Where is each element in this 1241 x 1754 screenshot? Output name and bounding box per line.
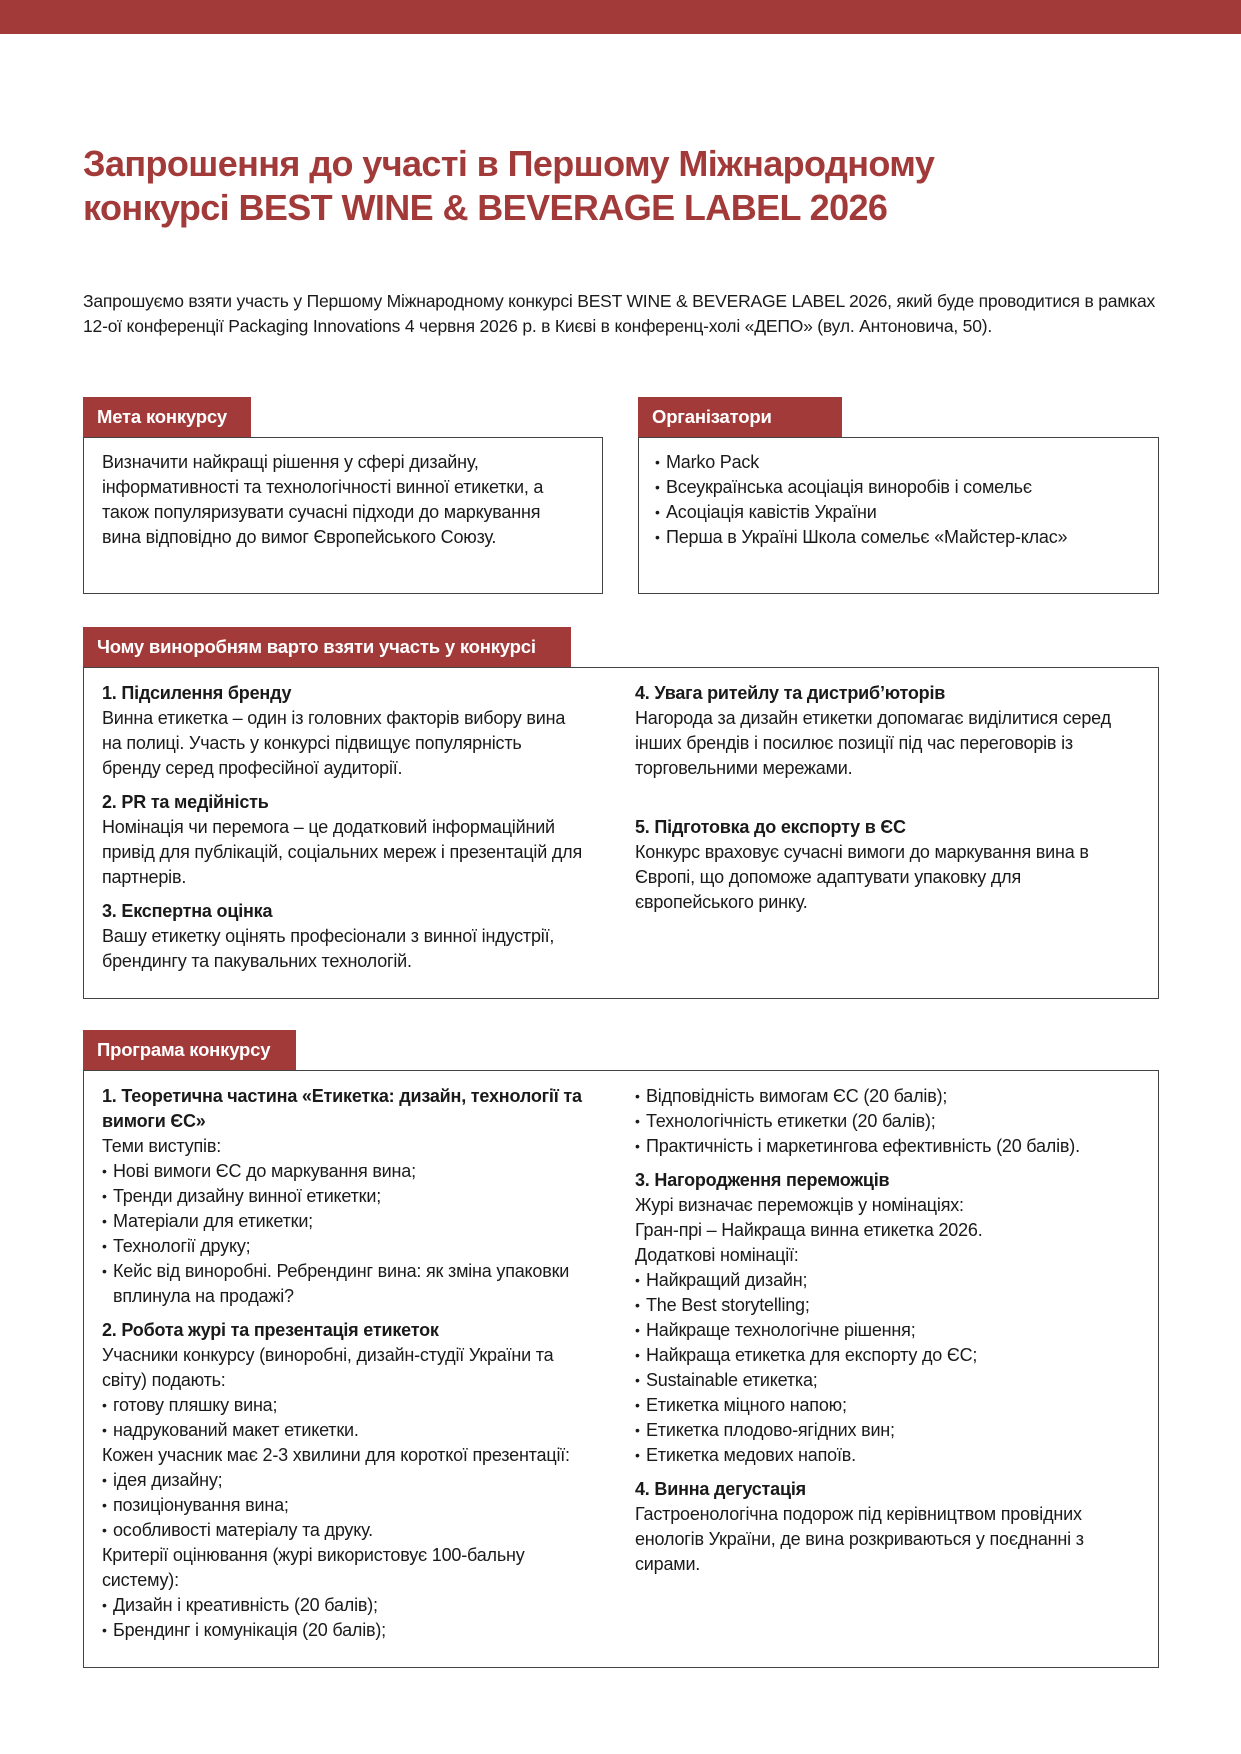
nomination-item: • Етикетка міцного напою; <box>635 1393 1145 1418</box>
program-criteria-list-left <box>102 1593 622 1643</box>
program-part4-text: Гастроенологічна подорож під керівництвом провідних енологів України, де вина розкриваються у поєднанні з сирами. <box>635 1504 1084 1574</box>
program-box <box>83 1070 1159 1668</box>
nomination-item: • Етикетка медових напоїв. <box>635 1443 1145 1468</box>
why-item-title: 2. PR та медійність <box>102 792 269 812</box>
topic-item: • Матеріали для етикетки; <box>102 1209 572 1234</box>
why-item-text: Конкурс враховує сучасні вимоги до маркування вина в Європі, що допоможе адаптувати упаковку для європейського ринку. <box>635 842 1089 912</box>
program-part2-submit-list <box>102 1393 622 1443</box>
program-part1-title: 1. Теоретична частина «Етикетка: дизайн, технології та вимоги ЄС» <box>102 1086 582 1131</box>
title-line-1: Запрошення до участі в Першому Міжнародному <box>83 143 935 184</box>
goal-section <box>83 397 603 597</box>
program-criteria-list-right <box>635 1084 1145 1159</box>
nominations-list <box>635 1268 1145 1468</box>
why-item-title: 4. Увага ритейлу та дистриб’юторів <box>635 683 946 703</box>
program-left-column <box>102 1084 622 1643</box>
organizer-item: • Перша в Україні Школа сомельє «Майстер-клас» <box>655 525 1148 550</box>
program-part4-title: 4. Винна дегустація <box>635 1479 806 1499</box>
program-part1-subtitle: Теми виступів: <box>102 1136 221 1156</box>
nomination-item: • Найкраще технологічне рішення; <box>635 1318 1145 1343</box>
why-right-column <box>635 681 1135 915</box>
organizer-item: • Marko Pack <box>655 450 1148 475</box>
presentation-item: • ідея дизайну; <box>102 1468 622 1493</box>
program-right-column <box>635 1084 1145 1577</box>
program-part2-title: 2. Робота журі та презентація етикеток <box>102 1320 439 1340</box>
why-left-column <box>102 681 612 974</box>
why-section <box>83 627 1159 999</box>
why-item-text: Нагорода за дизайн етикетки допомагає виділитися серед інших брендів і посилює позиції під час переговорів із торговельними мережами. <box>635 708 1111 778</box>
nomination-item: • Найкраща етикетка для експорту до ЄС; <box>635 1343 1145 1368</box>
program-part2-presentation-intro: Кожен учасник має 2-3 хвилини для короткої презентації: <box>102 1445 570 1465</box>
presentation-item: • особливості матеріалу та друку. <box>102 1518 622 1543</box>
program-part3-line1: Журі визначає переможців у номінаціях: <box>635 1195 964 1215</box>
goal-text: Визначити найкращі рішення у сфері дизайну, інформативності та технологічності винної етикетки, а також популяризувати сучасні підходи до маркування вина відповідно до вимог Європейського Союзу. <box>102 452 544 547</box>
presentation-item: • позиціонування вина; <box>102 1493 622 1518</box>
topic-item: • Тренди дизайну винної етикетки; <box>102 1184 572 1209</box>
why-item-title: 5. Підготовка до експорту в ЄС <box>635 817 906 837</box>
criteria-item: • Технологічність етикетки (20 балів); <box>635 1109 1145 1134</box>
nomination-item: • The Best storytelling; <box>635 1293 1145 1318</box>
submit-item: • надрукований макет етикетки. <box>102 1418 622 1443</box>
header-bar <box>0 0 1241 34</box>
criteria-item: • Дизайн і креативність (20 балів); <box>102 1593 622 1618</box>
program-section <box>83 1030 1159 1670</box>
organizers-list <box>655 450 1148 550</box>
why-box <box>83 667 1159 999</box>
nomination-item: • Етикетка плодово-ягідних вин; <box>635 1418 1145 1443</box>
organizer-item: • Всеукраїнська асоціація виноробів і сомельє <box>655 475 1148 500</box>
program-part1-list <box>102 1159 572 1309</box>
goal-label: Мета конкурсу <box>83 397 251 437</box>
program-part2-criteria-intro: Критерії оцінювання (журі використовує 100-бальну систему): <box>102 1545 525 1590</box>
why-label: Чому виноробням варто взяти участь у конкурсі <box>83 627 571 667</box>
criteria-item: • Брендинг і комунікація (20 балів); <box>102 1618 622 1643</box>
organizer-item: • Асоціація кавістів України <box>655 500 1148 525</box>
why-item-text: Номінація чи перемога – це додатковий інформаційний привід для публікацій, соціальних мереж і презентацій для партнерів. <box>102 817 583 887</box>
why-item-text: Вашу етикетку оцінять професіонали з винної індустрії, брендингу та пакувальних технологій. <box>102 926 555 971</box>
why-item-title: 3. Експертна оцінка <box>102 901 273 921</box>
program-part2-submit-intro: Учасники конкурсу (виноробні, дизайн-студії України та світу) подають: <box>102 1345 554 1390</box>
why-item-title: 1. Підсилення бренду <box>102 683 292 703</box>
nomination-item: • Найкращий дизайн; <box>635 1268 1145 1293</box>
organizers-box <box>638 437 1159 594</box>
page-title <box>83 142 1083 230</box>
nomination-item: • Sustainable етикетка; <box>635 1368 1145 1393</box>
criteria-item: • Відповідність вимогам ЄС (20 балів); <box>635 1084 1145 1109</box>
topic-item: • Нові вимоги ЄС до маркування вина; <box>102 1159 572 1184</box>
topic-item: • Кейс від виноробні. Ребрендинг вина: як зміна упаковки вплинула на продажі? <box>102 1259 572 1309</box>
goal-box <box>83 437 603 594</box>
topic-item: • Технології друку; <box>102 1234 572 1259</box>
organizers-label: Організатори <box>638 397 842 437</box>
program-part3-line3: Додаткові номінації: <box>635 1245 799 1265</box>
program-label: Програма конкурсу <box>83 1030 296 1070</box>
why-item-text: Винна етикетка – один із головних факторів вибору вина на полиці. Участь у конкурсі підвищує популярність бренду серед професійної аудиторії. <box>102 708 566 778</box>
organizers-section <box>638 397 1159 597</box>
intro-paragraph: Запрошуємо взяти участь у Першому Міжнародному конкурсі BEST WINE & BEVERAGE LABEL 2026, який буде проводитися в рамках 12-ої конференції Packaging Innovations 4 червня 2026 р. в Києві в конференц-холі «ДЕПО» (вул. Антоновича, 50). <box>83 291 1156 336</box>
program-part3-title: 3. Нагородження переможців <box>635 1170 890 1190</box>
submit-item: • готову пляшку вина; <box>102 1393 622 1418</box>
program-part2-presentation-list <box>102 1468 622 1543</box>
program-part3-line2: Гран-прі – Найкраща винна етикетка 2026. <box>635 1220 983 1240</box>
criteria-item: • Практичність і маркетингова ефективність (20 балів). <box>635 1134 1145 1159</box>
title-line-2: конкурсі BEST WINE & BEVERAGE LABEL 2026 <box>83 187 888 228</box>
